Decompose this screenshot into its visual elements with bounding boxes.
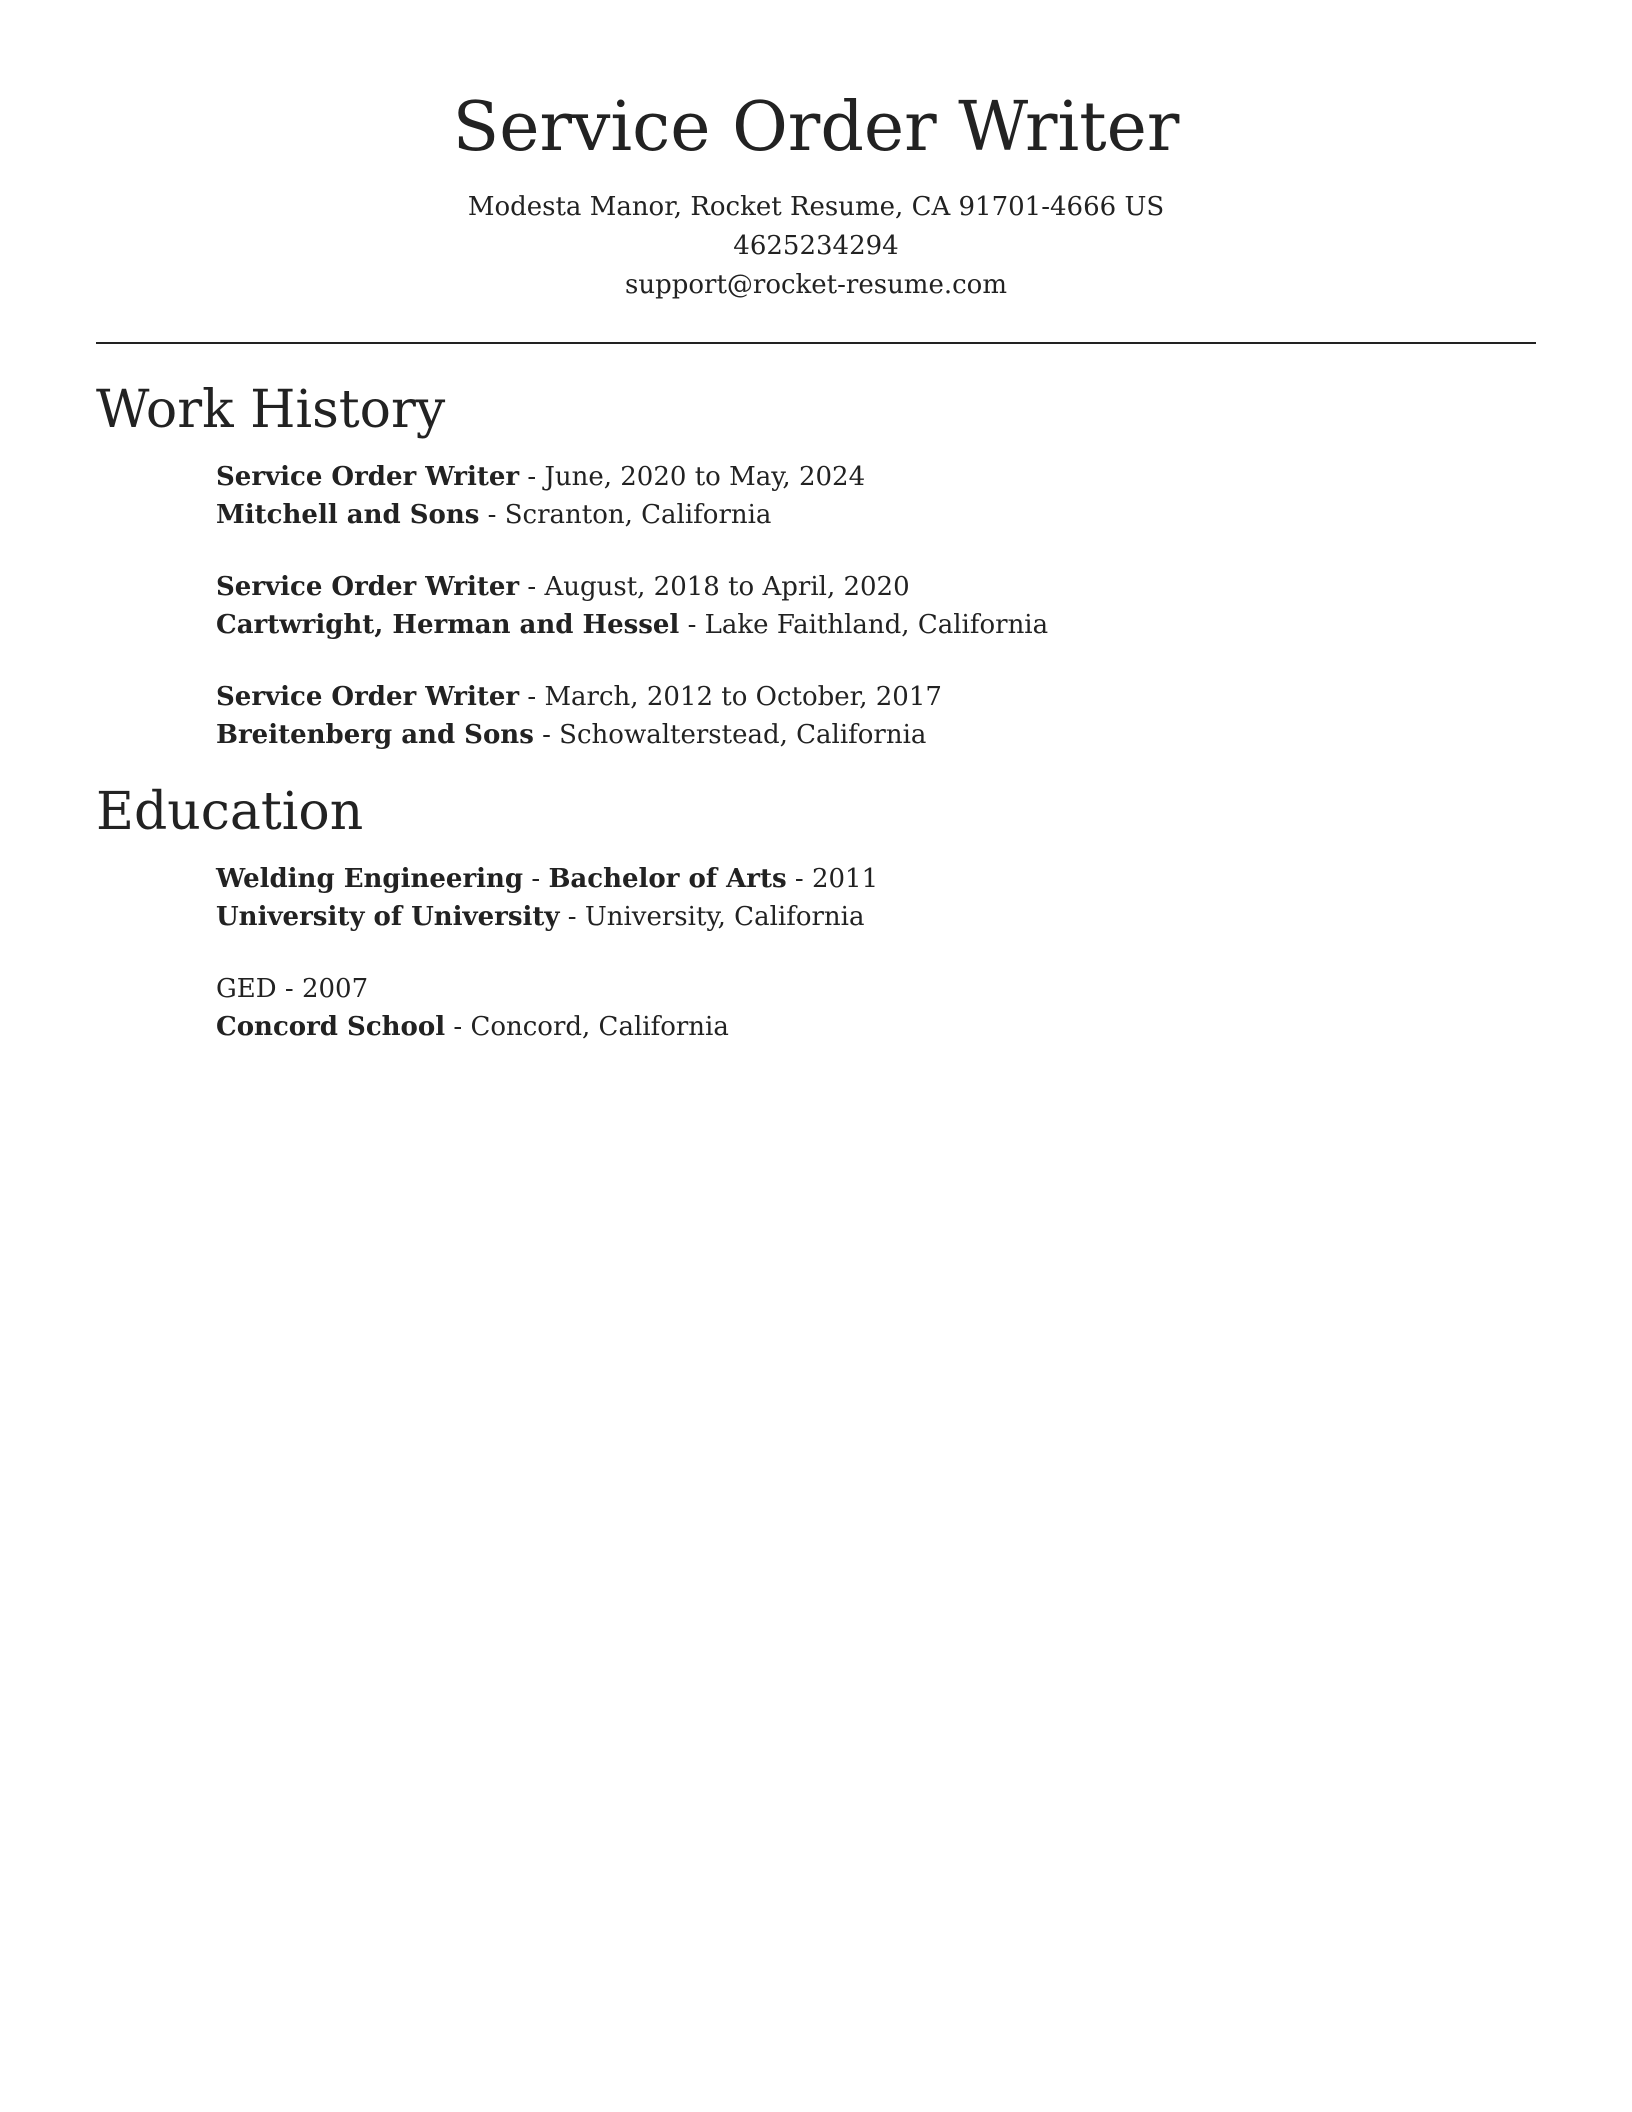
candidate-name: Service Order Writer [452, 88, 1180, 167]
job-dates: March, 2012 to October, 2017 [544, 682, 942, 712]
separator: - [559, 902, 585, 932]
work-entry [216, 458, 865, 534]
separator: - [519, 462, 545, 492]
company-name: Breitenberg and Sons [216, 720, 534, 750]
education-heading: Education [96, 782, 364, 842]
education-entry-title-line [216, 970, 729, 1008]
work-entry [216, 568, 1048, 644]
separator: - [519, 572, 545, 602]
graduation-year: 2011 [811, 864, 879, 894]
separator: - [786, 864, 812, 894]
company-name: Mitchell and Sons [216, 500, 480, 530]
degree-name: Bachelor of Arts [548, 864, 787, 894]
separator: - [479, 500, 505, 530]
job-dates: August, 2018 to April, 2020 [544, 572, 910, 602]
company-location: Schowalterstead, California [559, 720, 927, 750]
separator: - [276, 974, 302, 1004]
separator: - [523, 864, 549, 894]
work-entry-company-line [216, 716, 942, 754]
work-entry-company-line [216, 496, 865, 534]
education-entry-school-line [216, 898, 878, 936]
resume-header [96, 82, 1536, 305]
header-divider [96, 342, 1536, 344]
work-entry-company-line [216, 606, 1048, 644]
job-role: Service Order Writer [216, 682, 520, 712]
school-location: Concord, California [470, 1012, 729, 1042]
education-entry-school-line [216, 1008, 729, 1046]
phone-text: 4625234294 [733, 231, 899, 261]
job-role: Service Order Writer [216, 572, 520, 602]
work-entry-title-line [216, 458, 865, 496]
school-name: University of University [216, 902, 560, 932]
work-entry-title-line [216, 568, 1048, 606]
company-location: Scranton, California [504, 500, 772, 530]
separator: - [679, 610, 705, 640]
email-text: support@rocket-resume.com [624, 270, 1007, 300]
education-entry [216, 860, 878, 936]
job-dates: June, 2020 to May, 2024 [544, 462, 866, 492]
address-text: Modesta Manor, Rocket Resume, CA 91701-4666 US [467, 192, 1165, 222]
field-of-study: Welding Engineering [216, 864, 524, 894]
work-entry-title-line [216, 678, 942, 716]
separator: - [445, 1012, 471, 1042]
separator: - [533, 720, 560, 750]
school-location: University, California [584, 902, 865, 932]
education-entry [216, 970, 729, 1046]
job-role: Service Order Writer [216, 462, 520, 492]
company-location: Lake Faithland, California [704, 610, 1049, 640]
separator: - [519, 682, 545, 712]
school-name: Concord School [216, 1012, 446, 1042]
work-entry [216, 678, 942, 754]
education-entry-title-line [216, 860, 878, 898]
graduation-year: 2007 [301, 974, 369, 1004]
work-history-heading: Work History [96, 380, 446, 440]
degree-name: GED [216, 974, 277, 1004]
contact-block [96, 188, 1536, 305]
company-name: Cartwright, Herman and Hessel [216, 610, 680, 640]
